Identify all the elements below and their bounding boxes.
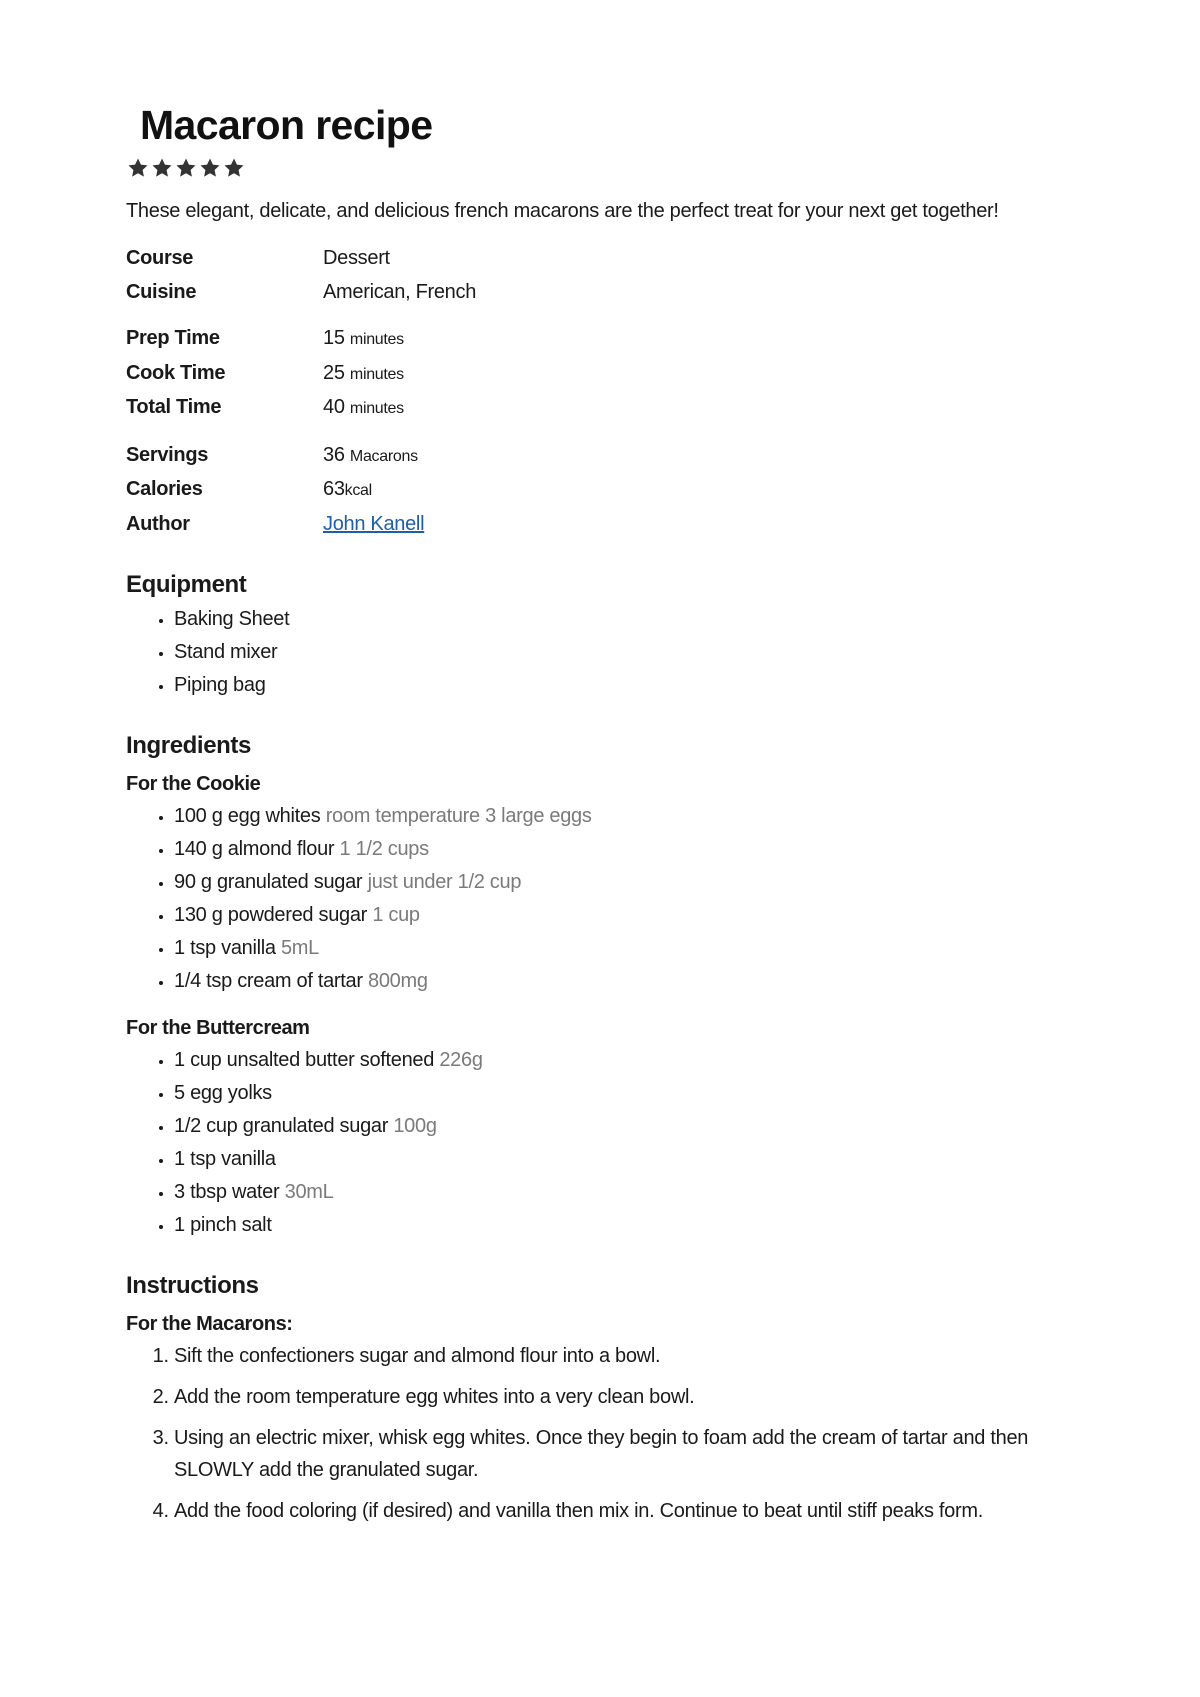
ingredient-list — [126, 800, 1086, 998]
meta-unit: minutes — [349, 331, 404, 349]
star-icon — [198, 155, 222, 181]
ingredient-item — [174, 932, 1086, 965]
ingredient-text: 130 g powdered sugar — [174, 904, 368, 927]
instruction-step: 4. Add the food coloring (if desired) and vanilla then mix in. Continue to beat until stiff peaks form. — [174, 1495, 1086, 1527]
meta-value — [323, 473, 372, 508]
ingredient-item — [174, 833, 1086, 866]
meta-unit: Macarons — [349, 447, 418, 465]
ingredient-text: 1/4 tsp cream of tartar — [174, 970, 363, 993]
recipe-summary: These elegant, delicate, and delicious french macarons are the perfect treat for your next get together! — [126, 200, 999, 223]
ingredient-note: 1 1/2 cups — [339, 838, 429, 861]
meta-cuisine — [126, 276, 1086, 310]
ingredient-item — [174, 1044, 1086, 1077]
meta-label: Prep Time — [126, 327, 220, 350]
meta-author — [126, 508, 1086, 542]
meta-calories — [126, 473, 1086, 508]
equipment-heading: Equipment — [126, 571, 247, 599]
instruction-step: 1. Sift the confectioners sugar and almond flour into a bowl. — [174, 1340, 1086, 1372]
ingredient-note: 100g — [393, 1115, 437, 1138]
meta-prep-time — [126, 322, 1086, 357]
star-icon — [150, 155, 174, 181]
ingredient-item — [174, 965, 1086, 998]
ingredient-text: 100 g egg whites — [174, 805, 321, 828]
equipment-item: • Piping bag — [174, 669, 1086, 702]
ingredient-note: room temperature 3 large eggs — [325, 805, 592, 828]
meta-number: 25 — [323, 361, 345, 384]
instruction-step: 2. Add the room temperature egg whites into a very clean bowl. — [174, 1381, 1086, 1413]
equipment-list — [126, 603, 1086, 702]
ingredient-item — [174, 1209, 1086, 1242]
ingredient-item — [174, 866, 1086, 899]
meta-label: Author — [126, 512, 190, 535]
ingredient-text: 1/2 cup granulated sugar — [174, 1115, 389, 1138]
meta-value: American, French — [323, 280, 477, 303]
meta-number: 15 — [323, 327, 345, 350]
instructions-heading: Instructions — [126, 1272, 259, 1300]
meta-label: Cuisine — [126, 280, 197, 303]
ingredient-groups — [126, 768, 1086, 1242]
meta-total-time — [126, 391, 1086, 426]
ingredient-group-title: For the Buttercream — [126, 1017, 310, 1040]
meta-value — [323, 439, 418, 474]
meta-value — [323, 508, 424, 542]
meta-group-classification — [126, 242, 1086, 309]
star-icon — [222, 155, 246, 181]
ingredient-text: 1 cup unsalted butter softened — [174, 1049, 435, 1072]
ingredient-text: 1 pinch salt — [174, 1214, 272, 1237]
meta-course — [126, 242, 1086, 276]
ingredient-item — [174, 899, 1086, 932]
meta-value: Dessert — [323, 247, 390, 270]
meta-value — [323, 391, 404, 426]
ingredient-text: 3 tbsp water — [174, 1181, 280, 1204]
ingredient-list — [126, 1044, 1086, 1242]
meta-unit: minutes — [349, 365, 404, 383]
recipe-meta — [126, 242, 1086, 541]
star-icon — [126, 155, 150, 181]
meta-number: 63 — [323, 478, 345, 501]
ingredient-item — [174, 1110, 1086, 1143]
ingredient-note: 226g — [439, 1049, 483, 1072]
ingredient-note: 5mL — [280, 937, 319, 960]
ingredient-note: 1 cup — [372, 904, 420, 927]
meta-unit: minutes — [349, 400, 404, 418]
author-link[interactable]: John Kanell — [323, 512, 425, 535]
ingredient-note: 30mL — [284, 1181, 334, 1204]
ingredient-group-title: For the Cookie — [126, 773, 261, 796]
ingredient-item — [174, 1143, 1086, 1176]
instructions-subheading: For the Macarons: — [126, 1313, 293, 1336]
meta-number: 36 — [323, 443, 345, 466]
ingredient-text: 140 g almond flour — [174, 838, 335, 861]
meta-servings — [126, 439, 1086, 474]
equipment-item: • Stand mixer — [174, 636, 1086, 669]
ingredient-note: 800mg — [368, 970, 428, 993]
meta-label: Course — [126, 247, 194, 270]
ingredient-text: 1 tsp vanilla — [174, 1148, 276, 1171]
meta-group-yield — [126, 439, 1086, 542]
meta-value — [323, 357, 404, 392]
ingredient-text: 1 tsp vanilla — [174, 937, 276, 960]
meta-label: Calories — [126, 478, 203, 501]
ingredient-item — [174, 1176, 1086, 1209]
meta-unit: kcal — [344, 482, 372, 500]
star-rating — [126, 155, 1086, 185]
meta-label: Total Time — [126, 396, 222, 419]
ingredient-item — [174, 800, 1086, 833]
ingredient-item — [174, 1077, 1086, 1110]
instruction-steps — [126, 1340, 1086, 1527]
meta-number: 40 — [323, 396, 345, 419]
recipe-card — [126, 100, 1086, 1536]
recipe-title: Macaron recipe — [140, 102, 433, 148]
ingredients-heading: Ingredients — [126, 732, 251, 760]
instruction-step: 3. Using an electric mixer, whisk egg whites. Once they begin to foam add the cream of tartar and then SLOWLY add the granulated sugar. — [174, 1422, 1086, 1486]
meta-label: Cook Time — [126, 361, 226, 384]
star-icon — [174, 155, 198, 181]
meta-group-times — [126, 322, 1086, 426]
equipment-item: • Baking Sheet — [174, 603, 1086, 636]
meta-label: Servings — [126, 443, 209, 466]
meta-value — [323, 322, 404, 357]
ingredient-text: 5 egg yolks — [174, 1082, 272, 1105]
ingredient-note: just under 1/2 cup — [367, 871, 522, 894]
meta-cook-time — [126, 357, 1086, 392]
ingredient-text: 90 g granulated sugar — [174, 871, 363, 894]
